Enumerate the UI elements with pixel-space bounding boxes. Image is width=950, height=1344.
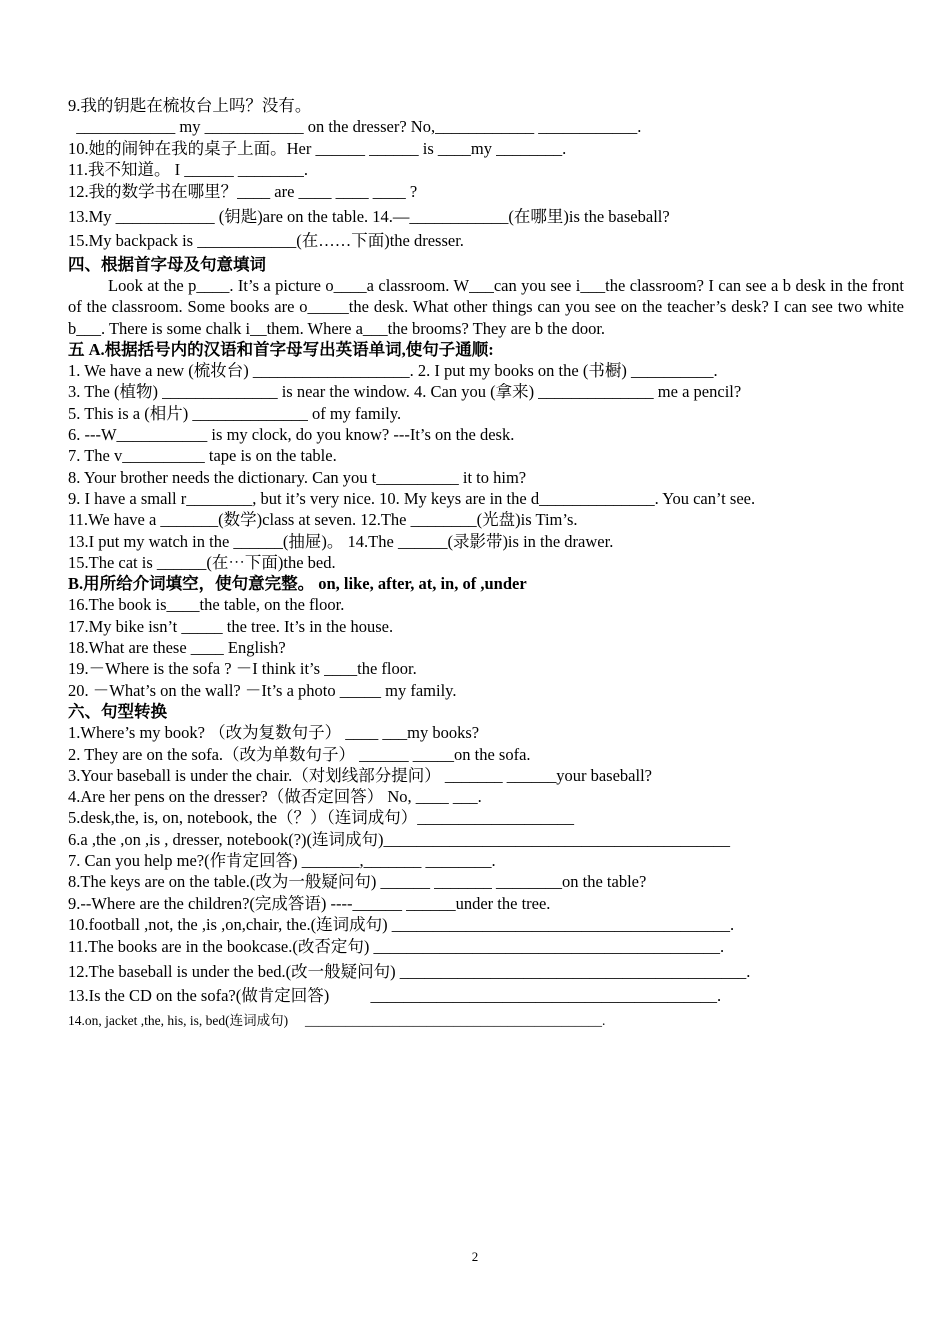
exercise-line: 3. The (植物) ______________ is near the window. 4. Can you (拿来) ______________ me a pencil? <box>68 382 742 402</box>
exercise-line: 17.My bike isn’t _____ the tree. It’s in the house. <box>68 616 394 636</box>
section5-items-a <box>68 360 904 573</box>
exercise-line: 5.desk,the, is, on, notebook, the（？）（连词成句）___________________ <box>68 808 574 828</box>
section6-heading: 六、句型转换 <box>68 701 167 721</box>
exercise-line: 5. This is a (相片) ______________ of my family. <box>68 403 402 423</box>
exercise-line: 1. We have a new (梳妆台) ___________________. 2. I put my books on the (书橱) __________. <box>68 361 718 381</box>
section5-items-b <box>68 594 904 700</box>
section5-heading-a: 五 A.根据括号内的汉语和首字母写出英语单词,使句子通顺: <box>68 339 494 359</box>
exercise-line: 1.Where’s my book? （改为复数句子） ____ ___my books? <box>68 723 480 743</box>
exercise-line: 12.The baseball is under the bed.(改一般疑问句) __________________________________________. <box>68 961 751 981</box>
section4-heading: 四、根据首字母及句意填词 <box>68 254 266 274</box>
exercise-line: 13.I put my watch in the ______(抽屉)。 14.The ______(录影带)is in the drawer. <box>68 531 614 551</box>
exercise-line: 11.We have a _______(数学)class at seven. 12.The ________(光盘)is Tim’s. <box>68 510 578 530</box>
exercise-line: 4.Are her pens on the dresser?（做否定回答） No, ____ ___. <box>68 787 482 807</box>
exercise-line: 6. ---W___________ is my clock, do you know? ---It’s on the desk. <box>68 425 515 445</box>
exercise-line: 9. I have a small r________, but it’s very nice. 10. My keys are in the d______________. You can’t see. <box>68 488 756 508</box>
section3-items <box>68 95 904 254</box>
exercise-line: 19.－Where is the sofa ? －I think it’s ____the floor. <box>68 659 417 679</box>
exercise-line: 9.--Where are the children?(完成答语) ----______ ______under the tree. <box>68 893 551 913</box>
exercise-line: 9.我的钥匙在梳妆台上吗？没有。 <box>68 96 312 115</box>
exercise-line: 14.on, jacket ,the, his, is, bed(连词成句) ____________________________________________. <box>68 1012 606 1028</box>
exercise-line: 11.我不知道。 I ______ ________. <box>68 159 309 179</box>
exercise-line: 13.Is the CD on the sofa?(做肯定回答) __________________________________________. <box>68 986 722 1006</box>
exercise-line: 10.football ,not, the ,is ,on,chair, the.(连词成句) _________________________________________. <box>68 914 735 934</box>
exercise-line: 8.The keys are on the table.(改为一般疑问句) ______ _______ ________on the table? <box>68 872 647 892</box>
section5-heading-b: B.用所给介词填空，使句意完整。 on, like, after, at, in, of ,under <box>68 574 527 594</box>
exercise-line: 15.The cat is ______(在⋯下面)the bed. <box>68 552 336 572</box>
exercise-line: 16.The book is____the table, on the floor. <box>68 595 345 615</box>
exercise-line: 10.她的闹钟在我的桌子上面。Her ______ ______ is ____my ________. <box>68 138 567 158</box>
exercise-line: 15.My backpack is ____________(在……下面)the dresser. <box>68 231 464 251</box>
exercise-line: ____________ my ____________ on the dresser? No,____________ ____________. <box>68 117 642 137</box>
section4-paragraph: Look at the p____. It’s a picture o____a classroom. W___can you see i___the classroom? I can see a b desk in the front of the classroom. Some books are o_____the desk. What other things can you see on the teacher’s desk? I can see two white b___. There is some chalk i__them. Where a___the brooms? They are b the door. <box>68 275 904 338</box>
exercise-line: 3.Your baseball is under the chair.（对划线部分提问） _______ ______your baseball? <box>68 765 652 785</box>
exercise-line: 11.The books are in the bookcase.(改否定句) __________________________________________. <box>68 937 725 957</box>
exercise-line: 7. The v__________ tape is on the table. <box>68 446 337 466</box>
exercise-line: 6.a ,the ,on ,is , dresser, notebook(?)(连词成句)__________________________________________ <box>68 829 731 849</box>
exercise-line: 13.My ____________ (钥匙)are on the table. 14.—____________(在哪里)is the baseball? <box>68 206 670 226</box>
exercise-line: 12.我的数学书在哪里？____ are ____ ____ ____ ? <box>68 182 418 202</box>
page-number: 2 <box>471 1249 479 1264</box>
exercise-line: 8. Your brother needs the dictionary. Can you t__________ it to him? <box>68 467 527 487</box>
exercise-line: 18.What are these ____ English? <box>68 638 286 658</box>
exercise-line: 20. －What’s on the wall? －It’s a photo _____ my family. <box>68 680 457 700</box>
exercise-line: 2. They are on the sofa.（改为单数句子） ______ _____on the sofa. <box>68 744 531 764</box>
exercise-line: 7. Can you help me?(作肯定回答) _______,_______ ________. <box>68 851 496 870</box>
worksheet-content <box>68 95 904 1033</box>
section6-items <box>68 722 904 1033</box>
